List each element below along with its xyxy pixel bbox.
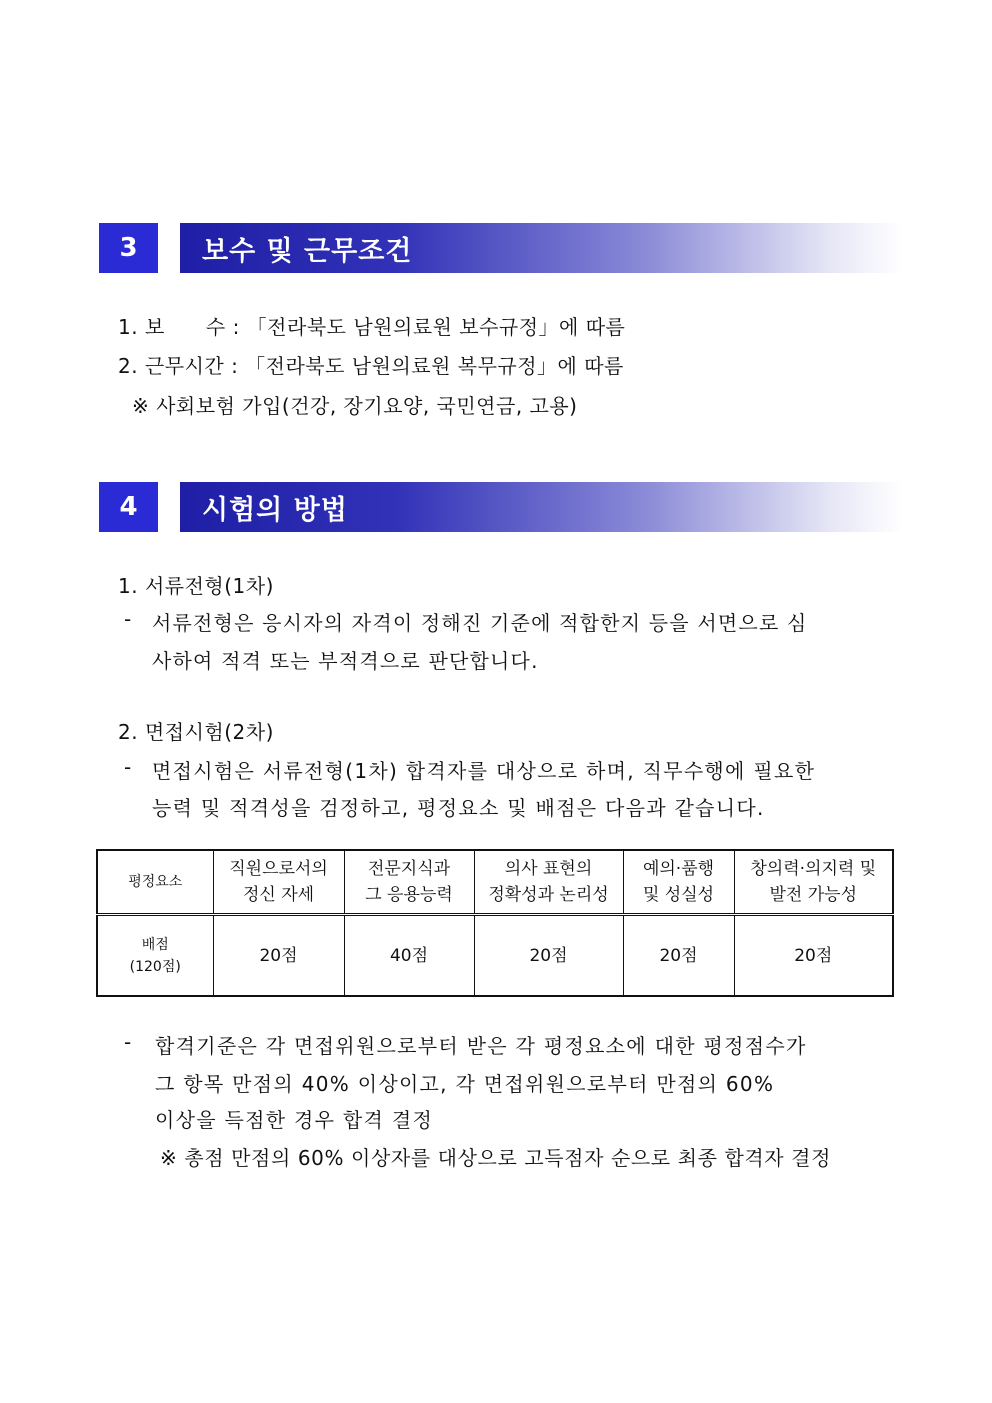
- bullet-dash: -: [124, 1030, 132, 1054]
- document-screening-text-1: 서류전형은 응시자의 자격이 정해진 기준에 적합한지 등을 서면으로 심: [152, 611, 808, 635]
- score-cell: 20점: [734, 915, 893, 997]
- table-row: [97, 915, 893, 997]
- section-4-number: 4: [99, 482, 158, 532]
- interview-text-1: 면접시험은 서류전형(1차) 합격자를 대상으로 하며, 직무수행에 필요한: [152, 759, 816, 783]
- section-4-title: 시험의 방법: [202, 494, 348, 526]
- header-expertise: 전문지식과 그 응용능력: [344, 850, 474, 915]
- interview-heading: 2. 면접시험(2차): [118, 720, 274, 744]
- work-hours-line: 2. 근무시간 : 「전라북도 남원의료원 복무규정」에 따름: [118, 354, 624, 378]
- header-expression: 의사 표현의 정확성과 논리성: [474, 850, 623, 915]
- criteria-text-1: 합격기준은 각 면접위원으로부터 받은 각 평정요소에 대한 평정점수가: [155, 1034, 807, 1058]
- header-manners: 예의·품행 및 성실성: [623, 850, 734, 915]
- table-header-row: [97, 850, 893, 915]
- section-4-header: [99, 482, 902, 532]
- score-cell: 20점: [474, 915, 623, 997]
- final-selection-note: ※ 총점 만점의 60% 이상자를 대상으로 고득점자 순으로 최종 합격자 결정: [160, 1146, 832, 1170]
- score-cell: 20점: [623, 915, 734, 997]
- section-3-header: [99, 223, 902, 273]
- criteria-text-3: 이상을 득점한 경우 합격 결정: [155, 1108, 434, 1132]
- section-3-title: 보수 및 근무조건: [202, 235, 413, 267]
- document-screening-heading: 1. 서류전형(1차): [118, 574, 274, 598]
- section-3-title-bar: [180, 223, 902, 273]
- social-insurance-note: ※ 사회보험 가입(건강, 장기요양, 국민연금, 고용): [132, 394, 578, 418]
- header-creativity: 창의력·의지력 및 발전 가능성: [734, 850, 893, 915]
- header-attitude: 직원으로서의 정신 자세: [213, 850, 344, 915]
- score-cell: 40점: [344, 915, 474, 997]
- score-cell: 20점: [213, 915, 344, 997]
- bullet-dash: -: [124, 755, 132, 779]
- section-3-number: 3: [99, 223, 158, 273]
- salary-line: 1. 보 수 : 「전라북도 남원의료원 보수규정」에 따름: [118, 315, 626, 339]
- scoring-table: [96, 849, 894, 997]
- document-screening-text-2: 사하여 적격 또는 부적격으로 판단합니다.: [152, 649, 539, 673]
- row-label: 배점 (120점): [97, 915, 213, 997]
- criteria-text-2: 그 항목 만점의 40% 이상이고, 각 면접위원으로부터 만점의 60%: [155, 1072, 775, 1096]
- bullet-dash: -: [124, 607, 132, 631]
- interview-text-2: 능력 및 적격성을 검정하고, 평정요소 및 배점은 다음과 같습니다.: [152, 796, 765, 820]
- section-4-title-bar: [180, 482, 902, 532]
- header-evaluation-element: 평정요소: [97, 850, 213, 915]
